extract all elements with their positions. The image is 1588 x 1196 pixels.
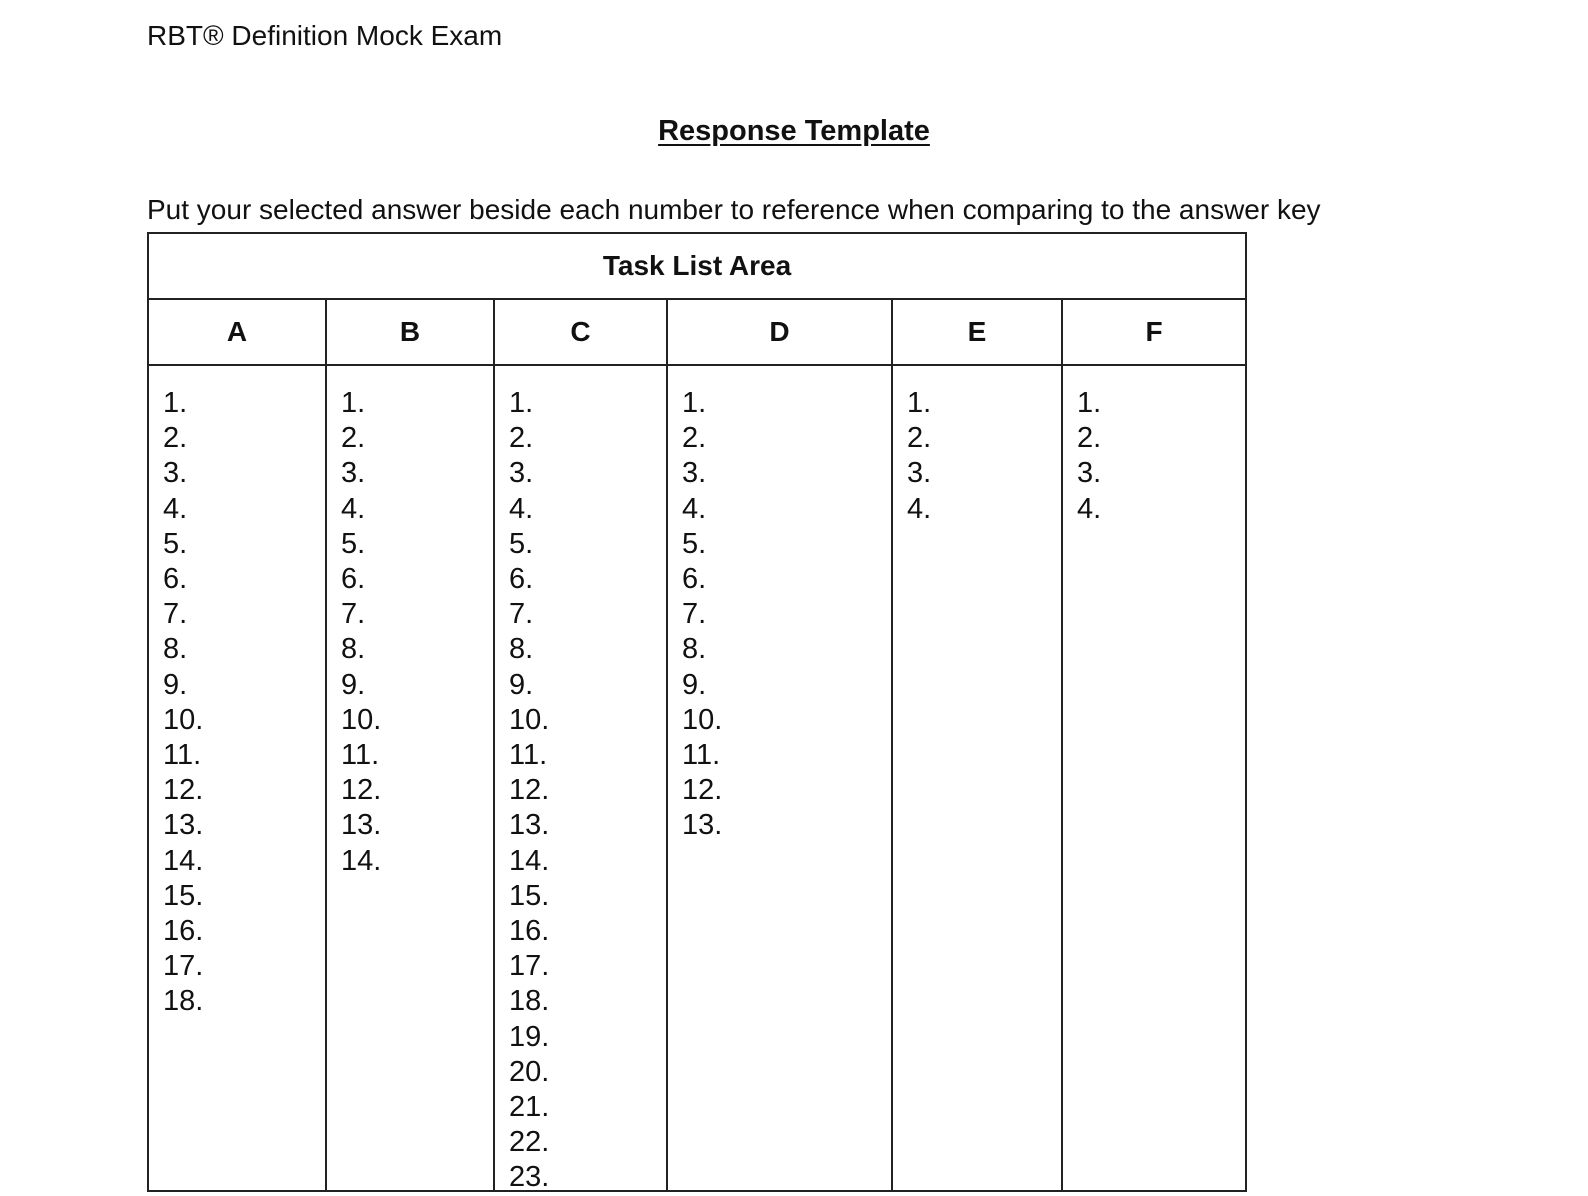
column-c bbox=[495, 300, 668, 1194]
answer-line: 12. bbox=[341, 774, 382, 807]
answer-line: 6. bbox=[163, 563, 188, 596]
answer-line: 3. bbox=[341, 457, 366, 490]
answer-line: 18. bbox=[509, 985, 550, 1018]
answer-line: 13. bbox=[682, 809, 723, 842]
answer-line: 5. bbox=[509, 527, 534, 560]
answer-line: 8. bbox=[509, 633, 534, 666]
answer-line: 8. bbox=[682, 633, 707, 666]
answer-line: 2. bbox=[1077, 422, 1102, 455]
answer-line: 4. bbox=[509, 492, 534, 525]
answer-line: 3. bbox=[1077, 457, 1102, 490]
answer-line: 11. bbox=[163, 739, 202, 772]
answer-line: 14. bbox=[163, 844, 204, 877]
answer-line: 6. bbox=[341, 563, 366, 596]
answer-line: 7. bbox=[163, 598, 188, 631]
answer-line: 20. bbox=[509, 1055, 550, 1088]
answer-line: 1. bbox=[509, 387, 534, 419]
answer-line: 9. bbox=[163, 668, 188, 701]
answer-line: 17. bbox=[509, 950, 550, 983]
answer-line: 2. bbox=[163, 422, 188, 455]
column-a bbox=[149, 300, 327, 1190]
answer-line: 13. bbox=[341, 809, 382, 842]
column-header: E bbox=[893, 300, 1061, 366]
task-list-area-header: Task List Area bbox=[149, 234, 1245, 300]
answer-line: 9. bbox=[509, 668, 534, 701]
answer-line: 11. bbox=[341, 739, 380, 772]
column-header: B bbox=[327, 300, 493, 366]
answer-line: 8. bbox=[163, 633, 188, 666]
answer-line: 1. bbox=[163, 387, 188, 419]
answer-line: 18. bbox=[163, 985, 204, 1018]
page-title: Response Template bbox=[658, 115, 930, 147]
column-d bbox=[668, 300, 893, 1190]
column-f bbox=[1063, 300, 1245, 1190]
answer-line: 19. bbox=[509, 1020, 550, 1053]
answer-line: 2. bbox=[341, 422, 366, 455]
answer-line: 10. bbox=[163, 703, 204, 736]
answer-line: 11. bbox=[509, 739, 548, 772]
answer-line: 16. bbox=[509, 915, 550, 948]
document-header: RBT® Definition Mock Exam bbox=[147, 20, 503, 51]
answer-line: 4. bbox=[163, 492, 188, 525]
answer-line: 13. bbox=[509, 809, 550, 842]
answer-line: 11. bbox=[682, 739, 721, 772]
answer-line: 9. bbox=[341, 668, 366, 701]
answer-line: 4. bbox=[682, 492, 707, 525]
item-list bbox=[668, 366, 891, 844]
item-list bbox=[149, 366, 325, 1020]
answer-line: 2. bbox=[682, 422, 707, 455]
answer-line: 7. bbox=[682, 598, 707, 631]
answer-line: 6. bbox=[509, 563, 534, 596]
answer-line: 14. bbox=[341, 844, 382, 877]
answer-line: 5. bbox=[682, 527, 707, 560]
column-header: D bbox=[668, 300, 891, 366]
column-header: A bbox=[149, 300, 325, 366]
answer-line: 1. bbox=[682, 387, 707, 419]
instructions-text: Put your selected answer beside each number to reference when comparing to the answer key bbox=[147, 194, 1321, 225]
answer-line: 22. bbox=[509, 1126, 550, 1159]
answer-line: 3. bbox=[682, 457, 707, 490]
answer-line: 4. bbox=[1077, 492, 1102, 525]
answer-line: 3. bbox=[907, 457, 932, 490]
answer-line: 10. bbox=[509, 703, 550, 736]
item-list bbox=[893, 366, 1061, 527]
answer-line: 6. bbox=[682, 563, 707, 596]
answer-line: 7. bbox=[341, 598, 366, 631]
answer-line: 16. bbox=[163, 915, 204, 948]
column-header: C bbox=[495, 300, 666, 366]
answer-line: 5. bbox=[163, 527, 188, 560]
answer-line: 7. bbox=[509, 598, 534, 631]
item-list bbox=[495, 366, 666, 1196]
answer-line: 21. bbox=[509, 1091, 550, 1124]
item-list bbox=[327, 366, 493, 879]
answer-line: 10. bbox=[682, 703, 723, 736]
answer-line: 9. bbox=[682, 668, 707, 701]
answer-line: 1. bbox=[1077, 387, 1102, 419]
answer-line: 13. bbox=[163, 809, 204, 842]
answer-line: 1. bbox=[907, 387, 932, 419]
answer-line: 2. bbox=[907, 422, 932, 455]
answer-line: 15. bbox=[509, 879, 550, 912]
answer-line: 14. bbox=[509, 844, 550, 877]
answer-line: 10. bbox=[341, 703, 382, 736]
answer-line: 2. bbox=[509, 422, 534, 455]
answer-line: 8. bbox=[341, 633, 366, 666]
answer-line: 17. bbox=[163, 950, 204, 983]
answer-line: 12. bbox=[509, 774, 550, 807]
answer-line: 4. bbox=[341, 492, 366, 525]
answer-line: 23. bbox=[509, 1161, 550, 1194]
column-b bbox=[327, 300, 495, 1190]
response-table bbox=[147, 232, 1247, 1192]
answer-line: 1. bbox=[341, 387, 366, 419]
answer-line: 3. bbox=[163, 457, 188, 490]
answer-line: 4. bbox=[907, 492, 932, 525]
answer-line: 3. bbox=[509, 457, 534, 490]
answer-line: 15. bbox=[163, 879, 204, 912]
answer-line: 5. bbox=[341, 527, 366, 560]
answer-line: 12. bbox=[163, 774, 204, 807]
column-header: F bbox=[1063, 300, 1245, 366]
column-e bbox=[893, 300, 1063, 1190]
item-list bbox=[1063, 366, 1245, 527]
answer-line: 12. bbox=[682, 774, 723, 807]
